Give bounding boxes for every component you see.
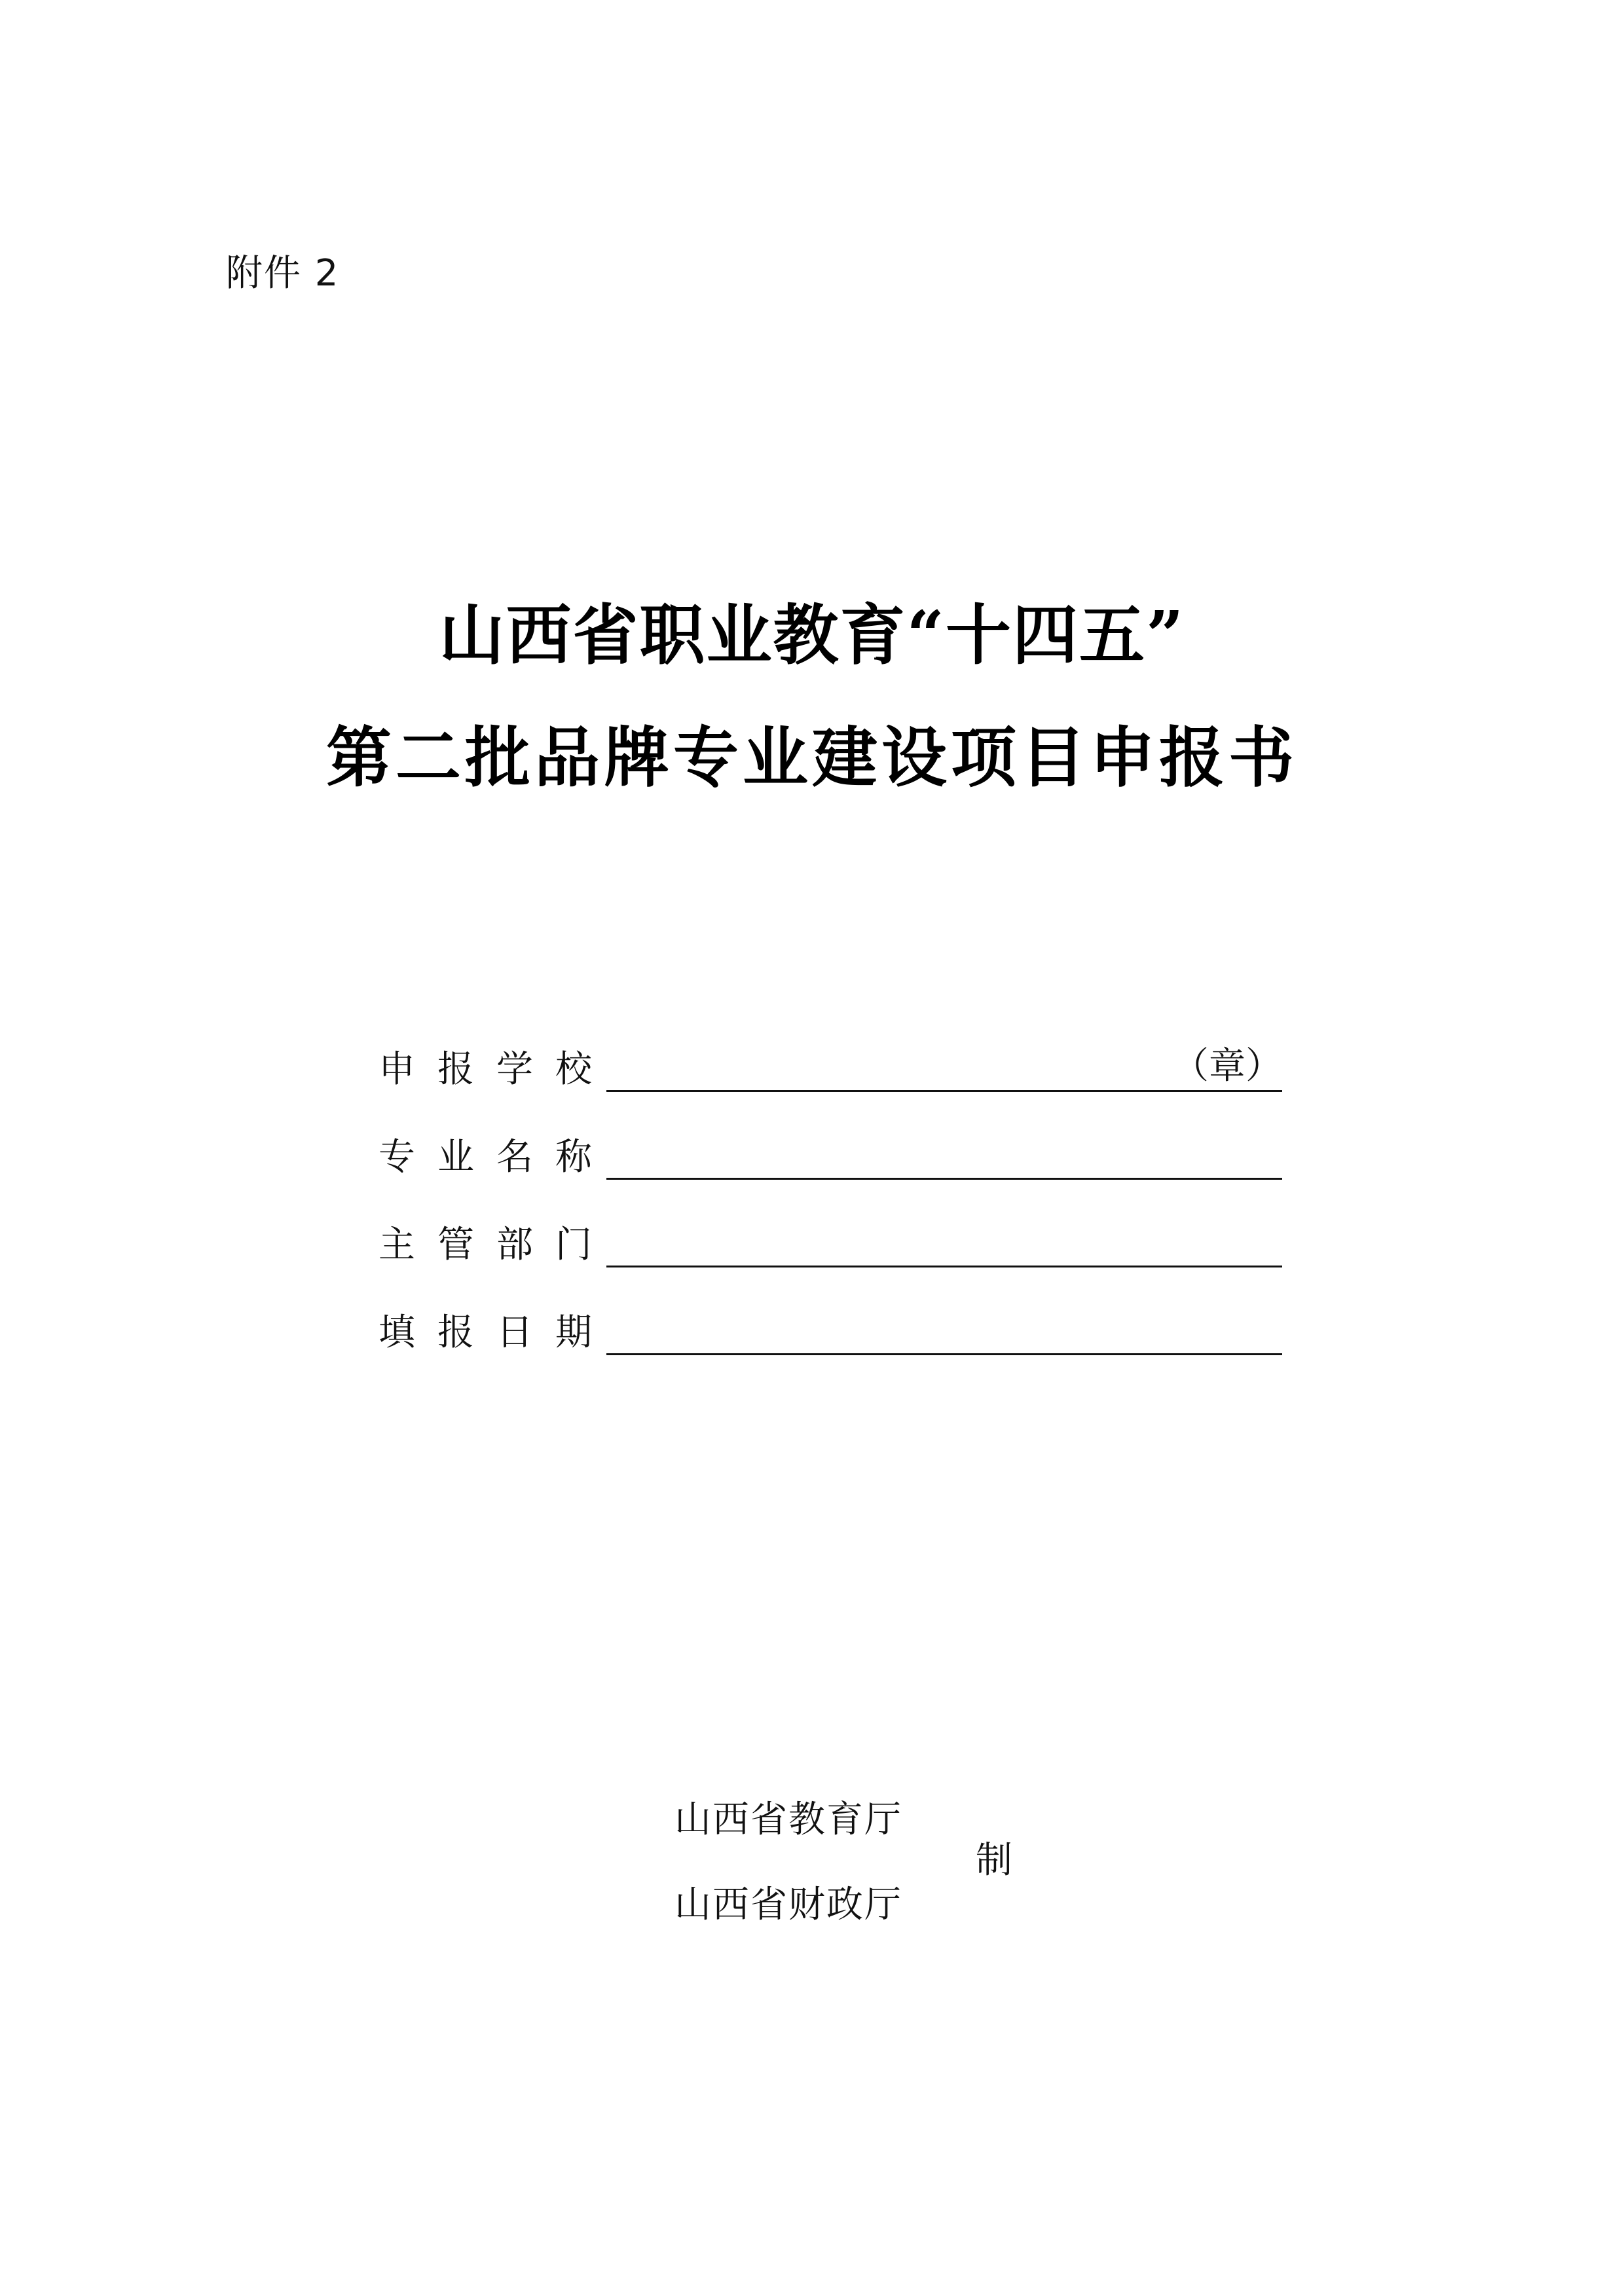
department-field-line[interactable] — [606, 1266, 1282, 1267]
issuer-suffix: 制 — [976, 1839, 1012, 1882]
school-label: 申报学校 — [378, 1048, 614, 1091]
form-row-major — [378, 1129, 1282, 1186]
school-field-line[interactable] — [606, 1090, 1282, 1092]
seal-note: （章） — [1172, 1045, 1282, 1087]
date-label: 填报日期 — [378, 1311, 614, 1354]
issuer-finance-department: 山西省财政厅 — [674, 1884, 902, 1926]
application-info-form — [378, 1041, 1282, 1392]
attachment-label: 附件 2 — [226, 252, 340, 295]
form-row-department — [378, 1216, 1282, 1274]
form-row-school — [378, 1041, 1282, 1099]
form-row-date — [378, 1304, 1282, 1362]
major-label: 专业名称 — [378, 1136, 614, 1178]
issuer-education-department: 山西省教育厅 — [674, 1798, 902, 1841]
document-title-line-2: 第二批品牌专业建设项目申报书 — [326, 719, 1298, 796]
major-field-line[interactable] — [606, 1178, 1282, 1180]
issuer-block — [674, 1794, 1133, 1951]
document-title-line-1: 山西省职业教育“十四五” — [439, 596, 1185, 674]
date-field-line[interactable] — [606, 1353, 1282, 1355]
department-label: 主管部门 — [378, 1224, 614, 1266]
